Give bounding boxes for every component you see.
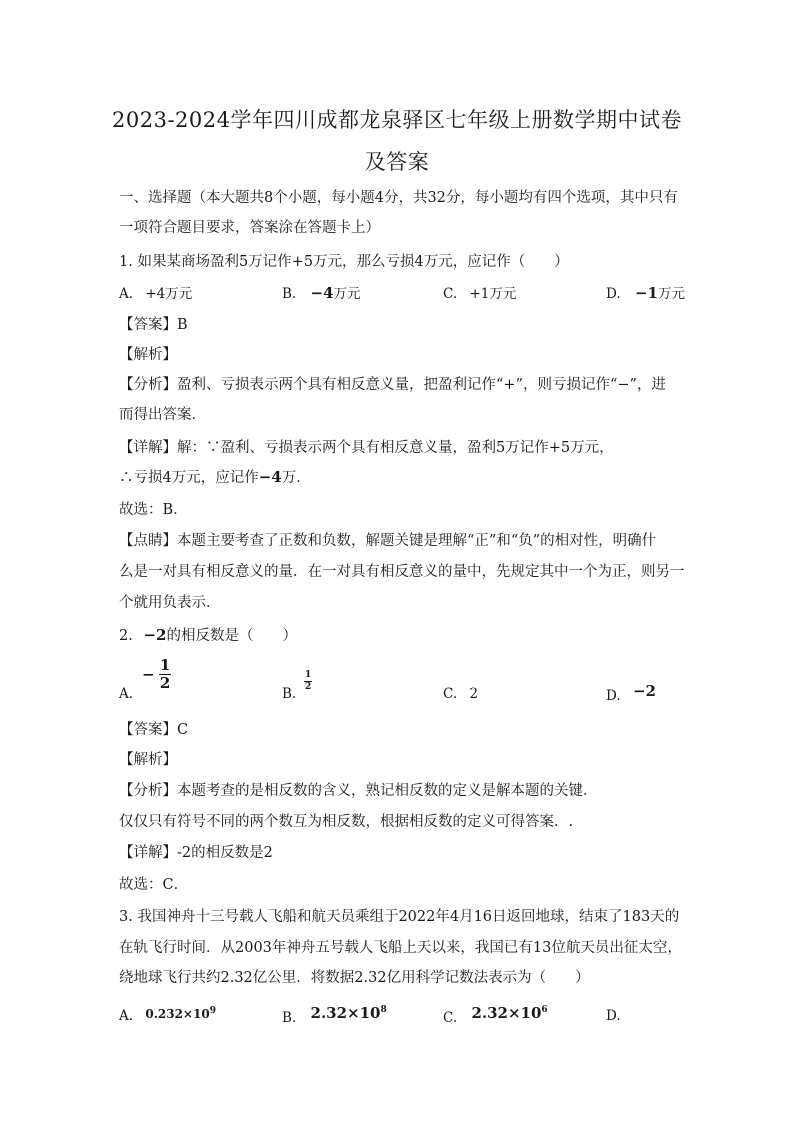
q1-option-a-text: +4万元 (145, 286, 193, 302)
q3-option-d-label: D. (606, 1008, 621, 1024)
q3-option-c-exponent: 6 (541, 1005, 548, 1015)
q1-guxuan: 故选：B． (119, 502, 188, 518)
q2-option-c (443, 686, 478, 702)
q1-option-b-label: B. (282, 286, 297, 302)
q2-option-a-label: A. (119, 686, 134, 702)
q1-dianjing-line-1: 【点睛】本题主要考查了正数和负数，解题关键是理解“正”和“负”的相对性，明确什 (119, 533, 657, 549)
q1-xiangjie-line-2 (119, 466, 311, 487)
q3-stem-line-2: 在轨飞行时间．从2003年神舟五号载人飞船上天以来，我国已有13位航天员出征太空， (119, 940, 682, 956)
q2-option-b-label: B. (282, 686, 297, 702)
q2-option-a-numerator: 1 (159, 656, 171, 674)
q2-jiexi-heading: 【解析】 (119, 752, 177, 768)
q3-option-d (606, 1008, 621, 1024)
q3-stem-line-1: 3. 我国神舟十三号载人飞船和航天员乘组于2022年4月16日返回地球，结束了183天的 (119, 909, 680, 925)
q3-option-b-label: B. (282, 1010, 297, 1026)
q1-option-a (119, 282, 192, 302)
q2-option-b (304, 671, 312, 692)
q2-guxuan: 故选：C． (119, 877, 189, 893)
q3-option-a (119, 1008, 216, 1024)
q2-option-a-fraction (159, 658, 171, 691)
q2-option-a-sign: − (142, 665, 155, 684)
q3-stem-line-3: 绕地球飞行共约2.32亿公里．将数据2.32亿用科学记数法表示为（ ） (119, 970, 590, 986)
q3-option-b-exponent: 8 (380, 1005, 387, 1015)
q1-option-d-unit: 万元 (657, 286, 685, 302)
q2-explanation-line: 仅仅只有符号不同的两个数互为相反数，根据相反数的定义可得答案．. (119, 814, 574, 830)
q3-option-a-label: A. (119, 1008, 134, 1024)
title-line-2: 及答案 (364, 150, 430, 174)
q1-answer: 【答案】B (119, 317, 188, 333)
title-line-1: 2023-2024学年四川成都龙泉驿区七年级上册数学期中试卷 (112, 108, 682, 132)
q1-xiangjie-line-2-text-b: 万． (281, 470, 311, 486)
q1-xiangjie-line-2-math: −4 (258, 468, 282, 486)
q3-option-a-base: 0.232×10 (145, 1007, 210, 1021)
q1-option-c-label: C. (443, 286, 458, 302)
section-heading-line-2: 一项符合题目要求，答案涂在答题卡上） (119, 220, 380, 236)
q1-stem: 1. 如果某商场盈利5万记作+5万元，那么亏损4万元，应记作（ ） (119, 254, 569, 270)
q2-option-b-fraction (304, 671, 312, 692)
section-heading-line-1: 一、选择题（本大题共8个小题，每小题4分，共32分，每小题均有四个选项，其中只有 (119, 190, 678, 206)
q3-option-c-base: 2.32×10 (471, 1004, 542, 1022)
q3-option-c-label: C. (443, 1010, 458, 1026)
q3-option-a-exponent: 9 (209, 1006, 216, 1016)
q1-option-d (606, 282, 685, 302)
q1-option-d-math: −1 (634, 284, 658, 302)
q3-option-b-base: 2.32×10 (310, 1004, 381, 1022)
q2-option-b-numerator: 1 (305, 670, 312, 680)
q1-option-b (282, 282, 361, 302)
q2-stem-number: 2. (119, 628, 133, 644)
q1-dianjing-line-2: 么是一对具有相反意义的量．在一对具有相反意义的量中，先规定其中一个为正，则另一 (119, 564, 685, 580)
q1-option-d-label: D. (606, 286, 621, 302)
q1-option-c-text: +1万元 (469, 286, 517, 302)
q1-option-b-math: −4 (310, 284, 334, 302)
q2-stem-math: −2 (143, 626, 167, 644)
q2-stem (119, 624, 297, 645)
q3-option-c (443, 1004, 548, 1026)
q2-stem-text: 的相反数是（ ） (166, 628, 297, 644)
q1-dianjing-line-3: 个就用负表示． (119, 595, 221, 611)
q3-option-b (282, 1004, 387, 1026)
q1-option-c (443, 282, 516, 302)
q2-xiangjie: 【详解】-2的相反数是2 (119, 845, 273, 861)
q1-fenxi-line-2: 而得出答案． (119, 407, 206, 423)
q3-option-b-math (311, 1004, 387, 1022)
q1-option-b-unit: 万元 (333, 286, 361, 302)
q2-option-a-denominator: 2 (159, 674, 171, 692)
q1-fenxi-line-1: 【分析】盈利、亏损表示两个具有相反意义量，把盈利记作“+”，则亏损记作“−”，进 (119, 377, 666, 393)
q2-option-d (606, 682, 656, 704)
q2-option-d-label: D. (606, 688, 621, 704)
q1-xiangjie-line-2-text-a: ∴亏损4万元，应记作 (119, 470, 259, 486)
q2-answer: 【答案】C (119, 722, 189, 738)
q1-option-a-label: A. (119, 286, 134, 302)
q2-option-b-denominator: 2 (305, 682, 312, 692)
q2-option-c-text: 2 (469, 686, 479, 702)
q2-option-d-math: −2 (632, 682, 656, 700)
q3-option-c-math (471, 1004, 547, 1022)
q3-option-a-math (145, 1007, 216, 1021)
q1-xiangjie-line-1: 【详解】解：∵盈利、亏损表示两个具有相反意义量，盈利5万记作+5万元， (119, 440, 614, 456)
q2-option-c-label: C. (443, 686, 458, 702)
q2-option-a (142, 658, 171, 691)
q1-jiexi-heading: 【解析】 (119, 347, 177, 363)
q2-fenxi: 【分析】本题考查的是相反数的含义，熟记相反数的定义是解本题的关键． (119, 783, 598, 799)
